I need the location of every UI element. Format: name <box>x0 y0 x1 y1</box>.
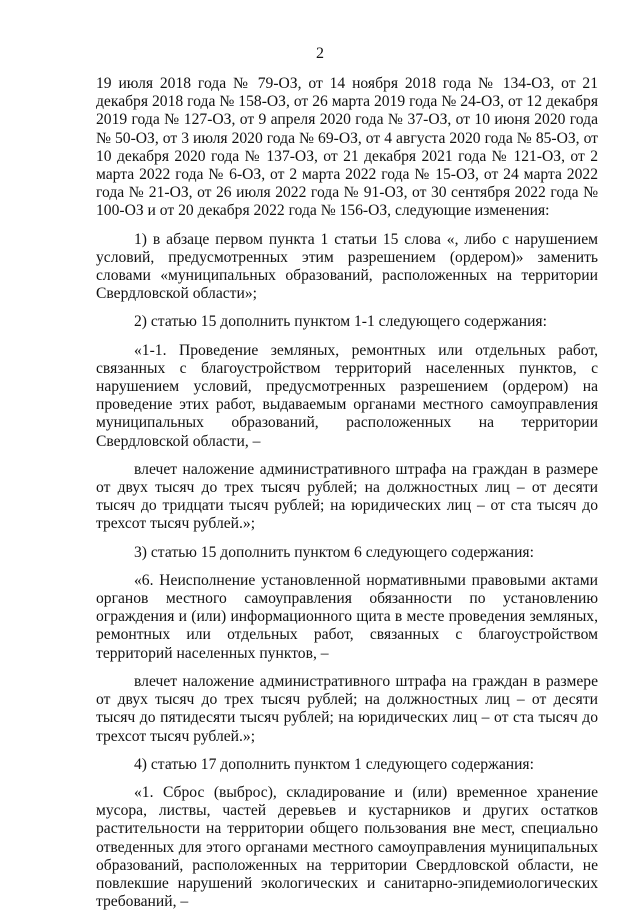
paragraph-item-3: 3) статью 15 дополнить пунктом 6 следующего содержания: <box>134 543 534 561</box>
paragraph-amendments-list: 19 июля 2018 года № 79-ОЗ, от 14 ноября 2018 года № 134-ОЗ, от 21 декабря 2018 года № 158-ОЗ, от 26 марта 2019 года № 24-ОЗ, от 12 декабря 2019 года № 127-ОЗ, от 9 апреля 2020 года № 37-ОЗ, от 10 июня 2020 года № 50-ОЗ, от 3 июля 2020 года № 69-ОЗ, от 4 августа 2020 года № 85-ОЗ, от 10 декабря 2020 года № 137-ОЗ, от 21 декабря 2021 года № 121-ОЗ, от 2 марта 2022 года № 6-ОЗ, от 2 марта 2022 года № 15-ОЗ, от 24 марта 2022 года № 21-ОЗ, от 26 июля 2022 года № 91-ОЗ, от 30 сентября 2022 года № 100-ОЗ и от 20 декабря 2022 года № 156-ОЗ, следующие изменения: <box>96 75 598 220</box>
paragraph-clause-1-1: «1-1. Проведение земляных, ремонтных или отдельных работ, связанных с благоустройством территорий населенных пунктов, с нарушением условий, предусмотренных разрешением (ордером) на проведение этих работ, выдаваемым органами местного самоуправления муниципальных образований, расположенных на территории Свердловской области, – <box>96 341 598 450</box>
paragraph-penalty-6: влечет наложение административного штрафа на граждан в размере от двух тысяч до трех тысяч рублей; на должностных лиц – от десяти тысяч до пятидесяти тысяч рублей; на юридических лиц – от ста тысяч до трехсот тысяч рублей.»; <box>96 672 598 745</box>
page-number: 2 <box>316 45 324 62</box>
paragraph-clause-6: «6. Неисполнение установленной нормативными правовыми актами органов местного самоуправления обязанности по установлению ограждения и (или) информационного щита в месте проведения земляных, ремонтных или отдельных работ, связанных с благоустройством территорий населенных пунктов, – <box>96 571 598 662</box>
paragraph-item-1: 1) в абзаце первом пункта 1 статьи 15 слова «, либо с нарушением условий, предусмотренных этим разрешением (ордером)» заменить словами «муниципальных образований, расположенных на территории Свердловской области»; <box>96 230 598 303</box>
paragraph-item-2: 2) статью 15 дополнить пунктом 1-1 следующего содержания: <box>134 313 547 331</box>
document-body <box>96 75 598 921</box>
paragraph-penalty-1-1: влечет наложение административного штрафа на граждан в размере от двух тысяч до трех тысяч рублей; на должностных лиц – от десяти тысяч до тридцати тысяч рублей; на юридических лиц – от ста тысяч до трехсот тысяч рублей.»; <box>96 460 598 533</box>
paragraph-item-4: 4) статью 17 дополнить пунктом 1 следующего содержания: <box>134 755 534 773</box>
paragraph-clause-17-1: «1. Сброс (выброс), складирование и (или) временное хранение мусора, листвы, частей деревьев и кустарников и других остатков растительности на территории общего пользования вне мест, специально отведенных для этого органами местного самоуправления муниципальных образований, расположенных на территории Свердловской области, не повлекшие нарушений экологических и санитарно-эпидемиологических требований, – <box>96 783 598 911</box>
